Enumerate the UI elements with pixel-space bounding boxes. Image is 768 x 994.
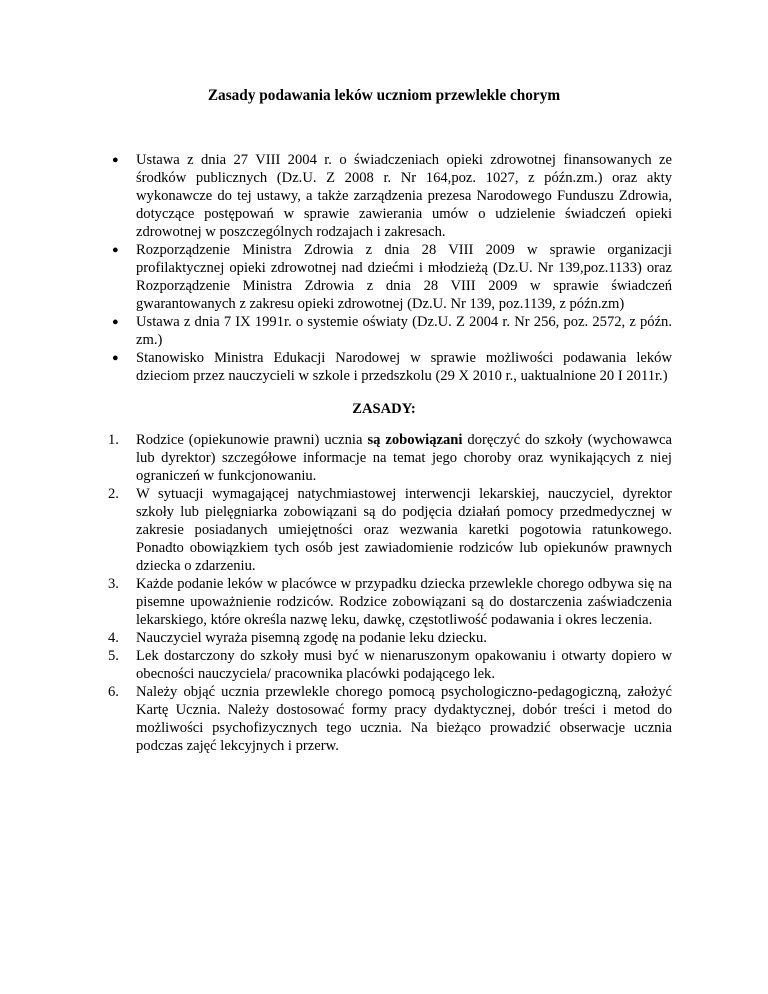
- bullet-icon: ●: [112, 154, 119, 166]
- legal-basis-text: Ustawa z dnia 7 IX 1991r. o systemie oświaty (Dz.U. Z 2004 r. Nr 256, poz. 2572, z późn. zm.): [136, 314, 672, 348]
- legal-basis-list: [112, 151, 672, 385]
- list-item: [108, 647, 672, 683]
- list-item: [112, 313, 672, 349]
- list-item: [108, 485, 672, 575]
- rule-number: 3.: [108, 576, 119, 592]
- rule-text: Należy objąć ucznia przewlekle chorego pomocą psychologiczno-pedagogiczną, założyć Kartę Ucznia. Należy dostosować formy pracy dydaktycznej, dobór treści i metod do możliwości psychofizycznych tego ucznia. Na bieżąco prowadzić obserwacje ucznia podczas zajęć lekcyjnych i przerw.: [136, 684, 672, 754]
- rule-text-continued: doręczyć do szkoły (wychowawca lub dyrektor) szczegółowe informacje na temat jego choroby oraz wynikających z niej ograniczeń w funkcjonowaniu.: [136, 432, 672, 484]
- bullet-icon: ●: [112, 352, 119, 364]
- list-item: [108, 575, 672, 629]
- rule-text: Każde podanie leków w placówce w przypadku dziecka przewlekle chorego odbywa się na pisemne upoważnienie rodziców. Rodzice zobowiązani są do dostarczenia zaświadczenia lekarskiego, które określa nazwę leku, dawkę, częstotliwość podawania i okres leczenia.: [136, 576, 672, 628]
- rule-text: W sytuacji wymagającej natychmiastowej interwencji lekarskiej, nauczyciel, dyrektor szkoły lub pielęgniarka zobowiązani są do podjęcia działań pomocy przedmedycznej w zakresie posiadanych umiejętności oraz wezwania karetki pogotowia ratunkowego. Ponadto obowiązkiem tych osób jest zawiadomienie rodziców lub opiekunów prawnych dziecka o zdarzeniu.: [136, 486, 672, 574]
- legal-basis-text: Ustawa z dnia 27 VIII 2004 r. o świadczeniach opieki zdrowotnej finansowanych ze środków publicznych (Dz.U. Z 2008 r. Nr 164,poz. 1027, z późn.zm.) oraz akty wykonawcze do tej ustawy, a także zarządzenia prezesa Narodowego Funduszu Zdrowia, dotyczące postępowań w sprawie zawierania umów o udzielenie świadczeń opieki zdrowotnej w poszczególnych rodzajach i zakresach.: [136, 152, 672, 240]
- document-title: Zasady podawania leków uczniom przewlekle chorym: [207, 87, 561, 104]
- rule-text: Lek dostarczony do szkoły musi być w nienaruszonym opakowaniu i otwarty dopiero w obecności nauczyciela/ pracownika placówki podającego lek.: [136, 648, 672, 682]
- legal-basis-text: Stanowisko Ministra Edukacji Narodowej w sprawie możliwości podawania leków dzieciom przez nauczycieli w szkole i przedszkolu (29 X 2010 r., uaktualnione 20 I 2011r.): [136, 350, 672, 384]
- bullet-icon: ●: [112, 316, 119, 328]
- list-item: [112, 241, 672, 313]
- list-item: [108, 629, 672, 647]
- rule-emphasis: są zobowiązani: [367, 432, 463, 448]
- rule-text: Nauczyciel wyraża pisemną zgodę na podanie leku dziecku.: [136, 630, 487, 646]
- rules-list: [108, 431, 672, 755]
- list-item: [112, 349, 672, 385]
- legal-basis-text: Rozporządzenie Ministra Zdrowia z dnia 28 VIII 2009 w sprawie organizacji profilaktycznej opieki zdrowotnej nad dziećmi i młodzieżą (Dz.U. Nr 139,poz.1133) oraz Rozporządzenie Ministra Zdrowia z dnia 28 VIII 2009 w sprawie świadczeń gwarantowanych z zakresu opieki zdrowotnej (Dz.U. Nr 139, poz.1139, z późn.zm): [136, 242, 672, 312]
- rule-number: 2.: [108, 486, 119, 502]
- bullet-icon: ●: [112, 244, 119, 256]
- rule-number: 5.: [108, 648, 119, 664]
- rule-number: 6.: [108, 684, 119, 700]
- rules-heading: ZASADY:: [352, 401, 416, 417]
- rule-text: Rodzice (opiekunowie prawni) ucznia: [136, 432, 368, 448]
- list-item: [112, 151, 672, 241]
- list-item: [108, 683, 672, 755]
- list-item: [108, 431, 672, 485]
- rule-number: 4.: [108, 630, 119, 646]
- rule-number: 1.: [108, 432, 119, 448]
